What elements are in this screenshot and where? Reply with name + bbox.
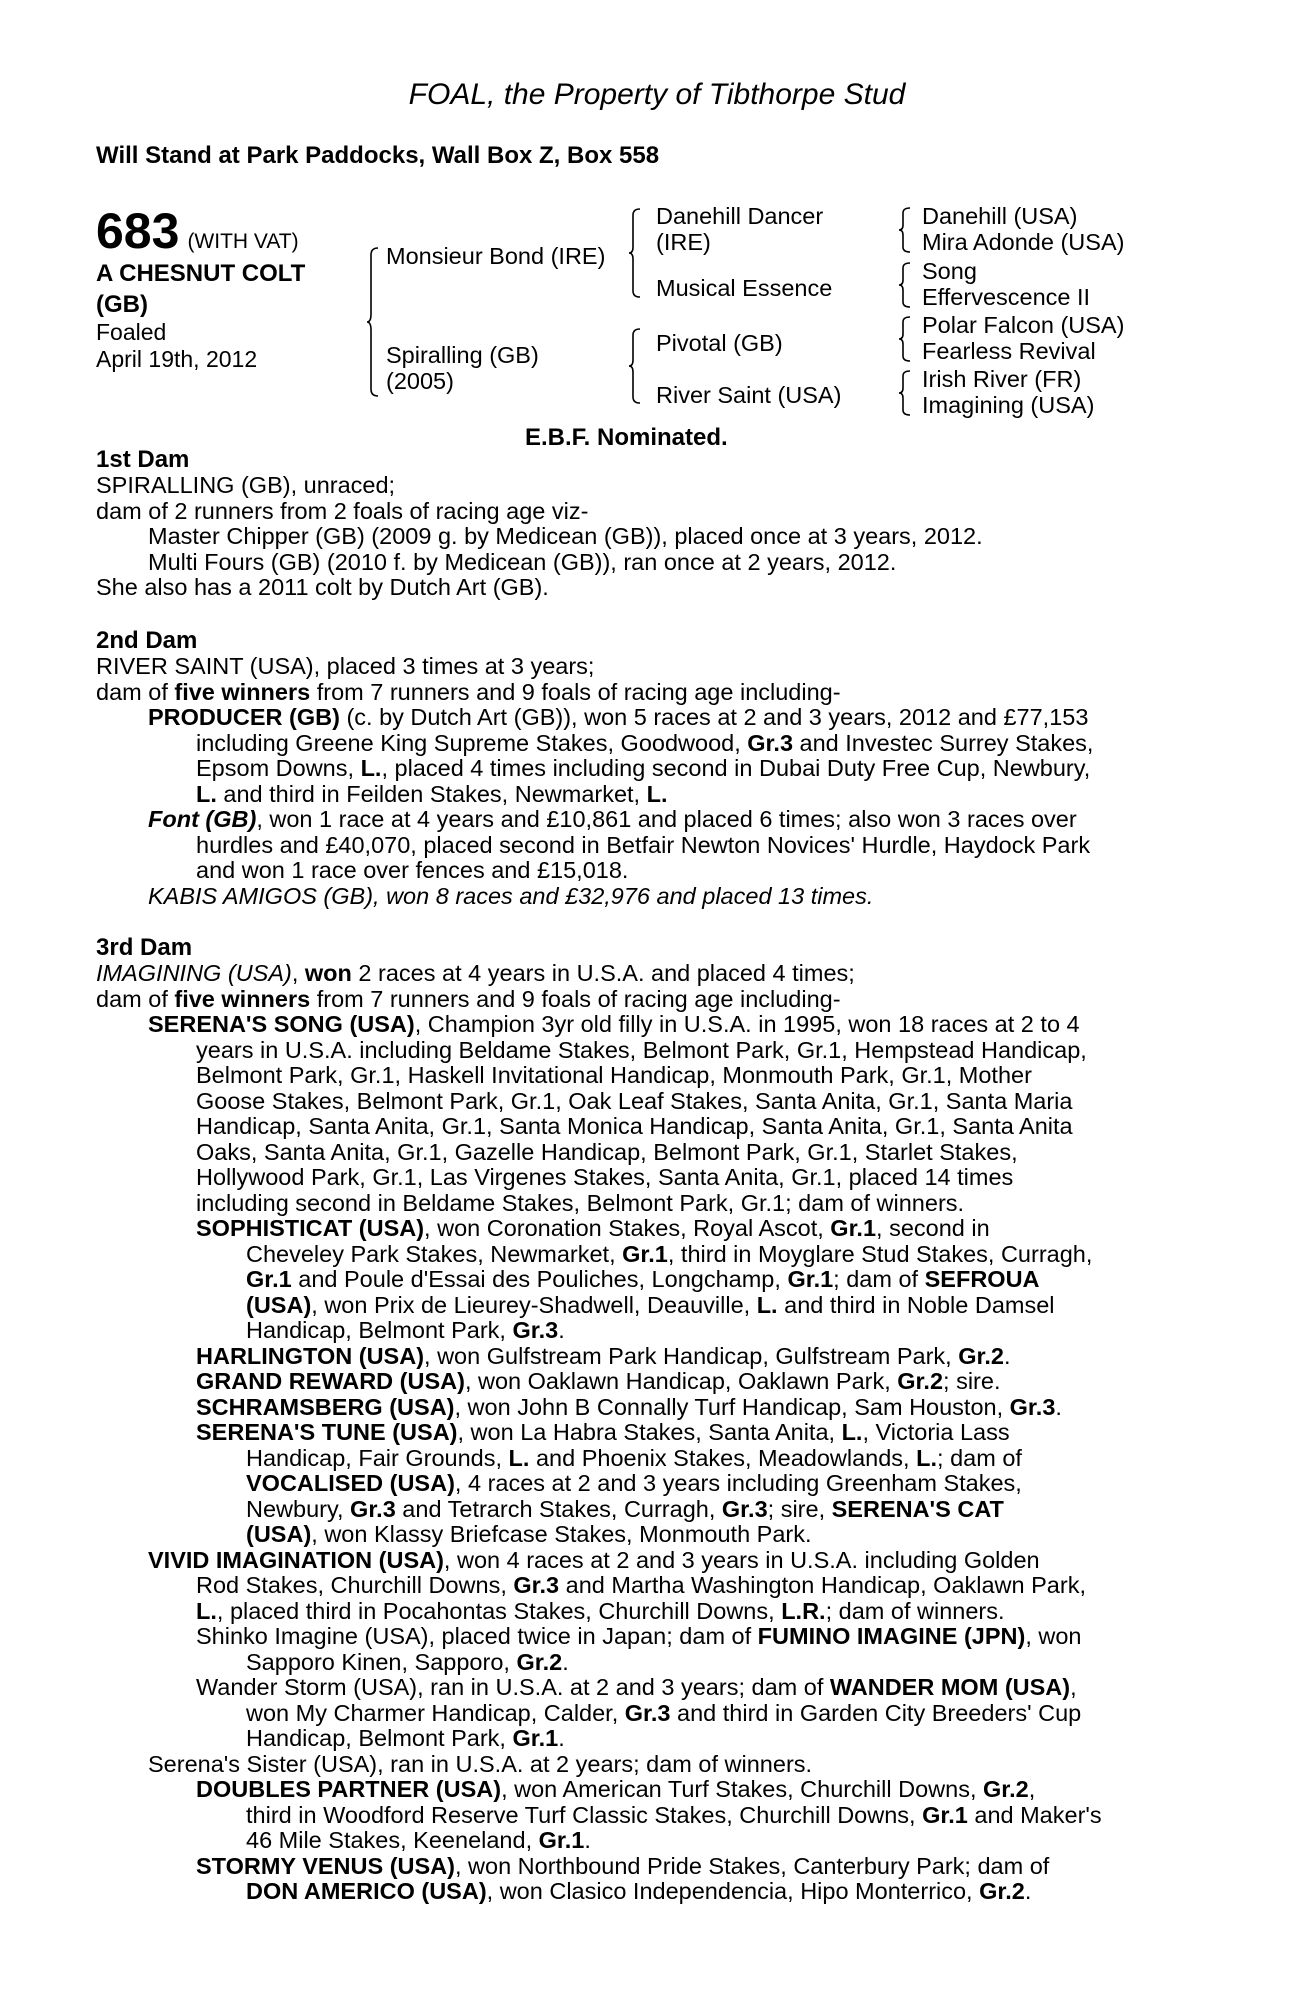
first-dam-section <box>96 446 1216 601</box>
pedigree-dds: Irish River (FR) <box>922 366 1082 392</box>
produce-entry-cont: including second in Beldame Stakes, Belmont Park, Gr.1; dam of winners. <box>196 1189 965 1216</box>
produce-entry-cont: Oaks, Santa Anita, Gr.1, Gazelle Handicap, Belmont Park, Gr.1, Starlet Stakes, <box>196 1138 1018 1165</box>
produce-entry-cont: Epsom Downs, L., placed 4 times including second in Dubai Duty Free Cup, Newbury, <box>196 755 1091 781</box>
page-title: FOAL, the Property of Tibthorpe Stud <box>408 78 906 111</box>
second-dam-heading: 2nd Dam <box>96 627 198 654</box>
produce-entry-cont: L. and third in Feilden Stakes, Newmarket, L. <box>196 780 668 807</box>
third-dam-line: IMAGINING (USA), won 2 races at 4 years in U.S.A. and placed 4 times; <box>96 960 855 986</box>
pedigree-ddd: Imagining (USA) <box>922 392 1095 418</box>
produce-entry-cont: DON AMERICO (USA), won Clasico Independencia, Hipo Monterrico, Gr.2. <box>246 1878 1032 1904</box>
pedigree-dsd: Fearless Revival <box>922 338 1096 364</box>
produce-entry: PRODUCER (GB) (c. by Dutch Art (GB)), won 5 races at 2 and 3 years, 2012 and £77,153 <box>148 704 1089 730</box>
pedigree-dam: Spiralling (GB) <box>386 342 539 368</box>
pedigree-dam-sire: Pivotal (GB) <box>656 330 783 356</box>
pedigree-sire: Monsieur Bond (IRE) <box>386 243 606 269</box>
first-dam-line: She also has a 2011 colt by Dutch Art (GB). <box>96 574 549 600</box>
produce-entry: Wander Storm (USA), ran in U.S.A. at 2 and 3 years; dam of WANDER MOM (USA), <box>196 1674 1077 1700</box>
produce-entry: STORMY VENUS (USA), won Northbound Pride Stakes, Canterbury Park; dam of <box>196 1852 1050 1879</box>
produce-entry: SOPHISTICAT (USA), won Coronation Stakes, Royal Ascot, Gr.1, second in <box>196 1215 990 1241</box>
produce-entry: SERENA'S SONG (USA), Champion 3yr old filly in U.S.A. in 1995, won 18 races at 2 to 4 <box>148 1011 1080 1037</box>
produce-entry: SCHRAMSBERG (USA), won John B Connally Turf Handicap, Sam Houston, Gr.3. <box>196 1393 1062 1420</box>
produce-entry-cont: Cheveley Park Stakes, Newmarket, Gr.1, third in Moyglare Stud Stakes, Curragh, <box>246 1240 1093 1267</box>
produce-entry: Serena's Sister (USA), ran in U.S.A. at 2 years; dam of winners. <box>148 1750 813 1777</box>
lot-number: 683 <box>96 203 180 259</box>
produce-entry-cont: third in Woodford Reserve Turf Classic Stakes, Churchill Downs, Gr.1 and Maker's <box>246 1801 1102 1828</box>
ebf-nominated: E.B.F. Nominated. <box>525 424 728 451</box>
produce-entry-cont: years in U.S.A. including Beldame Stakes, Belmont Park, Gr.1, Hempstead Handicap, <box>196 1036 1087 1063</box>
pedigree-brace-dam <box>628 328 642 404</box>
second-dam-line: RIVER SAINT (USA), placed 3 times at 3 years; <box>96 653 595 679</box>
produce-entry-cont: Gr.1 and Poule d'Essai des Pouliches, Longchamp, Gr.1; dam of SEFROUA <box>246 1266 1040 1292</box>
first-dam-line: SPIRALLING (GB), unraced; <box>96 472 396 498</box>
produce-entry-cont: VOCALISED (USA), 4 races at 2 and 3 years including Greenham Stakes, <box>246 1470 1022 1496</box>
produce-entry-cont: Handicap, Fair Grounds, L. and Phoenix Stakes, Meadowlands, L.; dam of <box>246 1444 1022 1471</box>
produce-entry: Master Chipper (GB) (2009 g. by Medicean (GB)), placed once at 3 years, 2012. <box>148 523 983 549</box>
foaled-date: April 19th, 2012 <box>96 346 258 372</box>
second-dam-section <box>96 627 1216 909</box>
produce-entry-cont: Handicap, Belmont Park, Gr.1. <box>246 1725 565 1751</box>
second-dam-line: dam of five winners from 7 runners and 9 foals of racing age including- <box>96 678 841 705</box>
foaled-label: Foaled <box>96 319 167 345</box>
produce-entry-cont: hurdles and £40,070, placed second in Betfair Newton Novices' Hurdle, Haydock Park <box>196 831 1091 858</box>
lot-vat: (WITH VAT) <box>187 230 299 253</box>
produce-entry-cont: (USA), won Klassy Briefcase Stakes, Monmouth Park. <box>246 1521 812 1547</box>
pedigree-brace-5 <box>898 262 912 308</box>
first-dam-heading: 1st Dam <box>96 446 190 473</box>
produce-entry: Font (GB), won 1 race at 4 years and £10,861 and placed 6 times; also won 3 races over <box>148 806 1077 832</box>
produce-entry-cont: won My Charmer Handicap, Calder, Gr.3 and third in Garden City Breeders' Cup <box>246 1699 1082 1726</box>
third-dam-heading: 3rd Dam <box>96 934 193 961</box>
produce-entry-cont: including Greene King Supreme Stakes, Goodwood, Gr.3 and Investec Surrey Stakes, <box>196 729 1094 756</box>
produce-entry: VIVID IMAGINATION (USA), won 4 races at 2 and 3 years in U.S.A. including Golden <box>148 1546 1040 1573</box>
produce-entry: SERENA'S TUNE (USA), won La Habra Stakes, Santa Anita, L., Victoria Lass <box>196 1419 1010 1445</box>
lot-description: A CHESNUT COLT <box>96 260 306 287</box>
produce-entry-cont: Handicap, Belmont Park, Gr.3. <box>246 1317 565 1343</box>
pedigree-sds: Song <box>922 258 977 284</box>
produce-entry-cont: and won 1 race over fences and £15,018. <box>196 857 629 883</box>
stand-location: Will Stand at Park Paddocks, Wall Box Z, Box 558 <box>96 142 660 169</box>
produce-entry-cont: (USA), won Prix de Lieurey-Shadwell, Deauville, L. and third in Noble Damsel <box>246 1291 1055 1318</box>
produce-entry-cont: 46 Mile Stakes, Keeneland, Gr.1. <box>246 1827 591 1853</box>
pedigree-sire-sire: Danehill Dancer <box>656 203 824 229</box>
produce-entry-cont: Rod Stakes, Churchill Downs, Gr.3 and Martha Washington Handicap, Oaklawn Park, <box>196 1572 1086 1598</box>
pedigree-dam-year: (2005) <box>386 368 454 394</box>
pedigree-dam-dam: River Saint (USA) <box>656 382 842 408</box>
pedigree-sdd: Effervescence II <box>922 284 1091 310</box>
pedigree-brace-7 <box>898 370 912 416</box>
pedigree-sire-dam: Musical Essence <box>656 275 833 301</box>
pedigree-brace-sire <box>628 208 642 298</box>
lot-description-country: (GB) <box>96 291 148 318</box>
produce-entry: KABIS AMIGOS (GB), won 8 races and £32,976 and placed 13 times. <box>148 882 874 909</box>
third-dam-line: dam of five winners from 7 runners and 9 foals of racing age including- <box>96 985 841 1012</box>
produce-entry: GRAND REWARD (USA), won Oaklawn Handicap, Oaklawn Park, Gr.2; sire. <box>196 1368 1001 1394</box>
lot-info <box>96 205 361 373</box>
pedigree-dss: Polar Falcon (USA) <box>922 312 1125 338</box>
first-dam-line: dam of 2 runners from 2 foals of racing age viz- <box>96 497 589 524</box>
pedigree-brace-6 <box>898 316 912 362</box>
pedigree-sire-sire-country: (IRE) <box>656 229 711 255</box>
produce-entry-cont: Newbury, Gr.3 and Tetrarch Stakes, Curragh, Gr.3; sire, SERENA'S CAT <box>246 1495 1004 1522</box>
produce-entry-cont: Goose Stakes, Belmont Park, Gr.1, Oak Leaf Stakes, Santa Anita, Gr.1, Santa Maria <box>196 1087 1073 1114</box>
pedigree-sss: Danehill (USA) <box>922 203 1078 229</box>
produce-entry: Multi Fours (GB) (2010 f. by Medicean (GB)), ran once at 2 years, 2012. <box>148 548 897 575</box>
pedigree-ssd: Mira Adonde (USA) <box>922 229 1125 255</box>
produce-entry-cont: Handicap, Santa Anita, Gr.1, Santa Monica Handicap, Santa Anita, Gr.1, Santa Anita <box>196 1113 1073 1139</box>
pedigree-brace-4 <box>898 207 912 253</box>
third-dam-section <box>96 934 1216 1905</box>
produce-entry-cont: Hollywood Park, Gr.1, Las Virgenes Stakes, Santa Anita, Gr.1, placed 14 times <box>196 1164 1014 1190</box>
produce-entry: DOUBLES PARTNER (USA), won American Turf Stakes, Churchill Downs, Gr.2, <box>196 1776 1036 1802</box>
produce-entry-cont: Belmont Park, Gr.1, Haskell Invitational Handicap, Monmouth Park, Gr.1, Mother <box>196 1062 1032 1088</box>
produce-entry-cont: L., placed third in Pocahontas Stakes, Churchill Downs, L.R.; dam of winners. <box>196 1597 1005 1624</box>
produce-entry-cont: Sapporo Kinen, Sapporo, Gr.2. <box>246 1648 569 1675</box>
pedigree-brace-main <box>366 247 380 397</box>
produce-entry: HARLINGTON (USA), won Gulfstream Park Handicap, Gulfstream Park, Gr.2. <box>196 1342 1011 1369</box>
produce-entry: Shinko Imagine (USA), placed twice in Japan; dam of FUMINO IMAGINE (JPN), won <box>196 1623 1082 1649</box>
